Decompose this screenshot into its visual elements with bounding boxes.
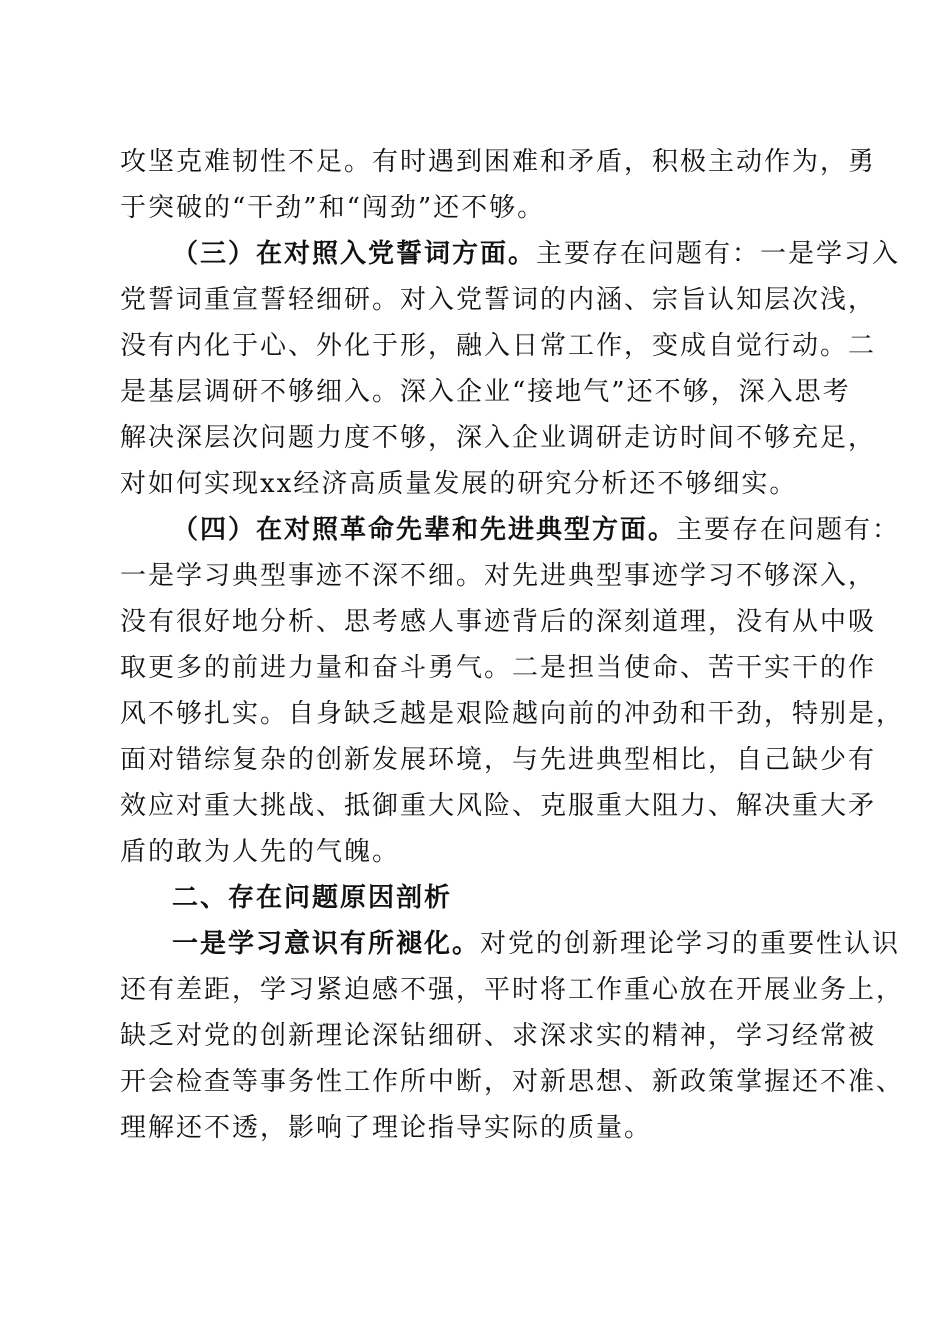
paragraph-line: 效应对重大挑战、抵御重大风险、克服重大阻力、解决重大矛 bbox=[120, 791, 877, 821]
paragraph-line: 于突破的“干劲”和“闯劲”还不够。 bbox=[120, 193, 546, 223]
section-title: 二、存在问题原因剖析 bbox=[172, 883, 453, 913]
paragraph-line: 没有很好地分析、思考感人事迹背后的深刻道理，没有从中吸 bbox=[120, 607, 877, 637]
paragraph-line: 取更多的前进力量和奋斗勇气。二是担当使命、苦干实干的作 bbox=[120, 653, 877, 683]
part-2-heading: 一是学习意识有所褪化。 bbox=[172, 929, 481, 959]
section-3-heading: （三）在对照入党誓词方面。 bbox=[172, 239, 537, 269]
paragraph-line: 党誓词重宣誓轻细研。对入党誓词的内涵、宗旨认知层次浅， bbox=[120, 285, 877, 315]
section-4-first-line-text: 主要存在问题有： bbox=[676, 515, 901, 545]
part-2-first-line bbox=[172, 926, 901, 962]
section-3-first-line bbox=[172, 236, 901, 272]
paragraph-line: 攻坚克难韧性不足。有时遇到困难和矛盾，积极主动作为，勇 bbox=[120, 147, 877, 177]
paragraph-line: 面对错综复杂的创新发展环境，与先进典型相比，自己缺少有 bbox=[120, 745, 877, 775]
paragraph-line: 是基层调研不够细入。深入企业“接地气”还不够，深入思考 bbox=[120, 377, 851, 407]
paragraph-line: 开会检查等事务性工作所中断，对新思想、新政策掌握还不准、 bbox=[120, 1067, 905, 1097]
paragraph-line: 解决深层次问题力度不够，深入企业调研走访时间不够充足， bbox=[120, 423, 877, 453]
section-4-first-line bbox=[172, 512, 901, 548]
paragraph-line: 风不够扎实。自身缺乏越是艰险越向前的冲劲和干劲，特别是， bbox=[120, 699, 905, 729]
paragraph-line: 理解还不透，影响了理论指导实际的质量。 bbox=[120, 1113, 653, 1143]
part-2-first-line-text: 对党的创新理论学习的重要性认识 bbox=[480, 929, 901, 959]
paragraph-line: 盾的敢为人先的气魄。 bbox=[120, 837, 401, 867]
paragraph-line: 缺乏对党的创新理论深钻细研、求深求实的精神，学习经常被 bbox=[120, 1021, 877, 1051]
section-3-first-line-text: 主要存在问题有：一是学习入 bbox=[536, 239, 901, 269]
paragraph-line: 对如何实现xx经济高质量发展的研究分析还不够细实。 bbox=[120, 469, 798, 499]
paragraph-line: 还有差距，学习紧迫感不强，平时将工作重心放在开展业务上， bbox=[120, 975, 905, 1005]
paragraph-line: 没有内化于心、外化于形，融入日常工作，变成自觉行动。二 bbox=[120, 331, 877, 361]
section-4-heading: （四）在对照革命先辈和先进典型方面。 bbox=[172, 515, 677, 545]
paragraph-line: 一是学习典型事迹不深不细。对先进典型事迹学习不够深入， bbox=[120, 561, 877, 591]
